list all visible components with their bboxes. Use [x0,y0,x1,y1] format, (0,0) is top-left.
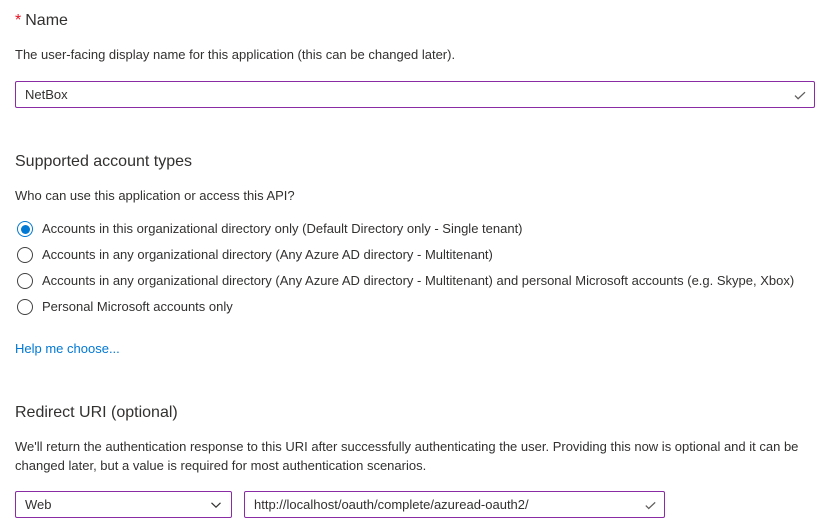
redirect-uri-section [15,402,815,518]
account-types-section [15,151,815,358]
account-type-radio-group [15,216,815,320]
account-type-option-label: Accounts in any organizational directory (Any Azure AD directory - Multitenant) and personal Microsoft accounts (e.g. Skype, Xbox) [42,273,795,288]
chevron-down-icon [209,498,223,512]
account-type-option-personal-only[interactable] [15,294,815,320]
radio-icon[interactable] [17,247,33,263]
name-title-text: Name [25,12,68,29]
radio-icon[interactable] [17,221,33,237]
account-type-option-multitenant[interactable] [15,242,815,268]
radio-icon[interactable] [17,299,33,315]
name-section [15,10,815,108]
platform-select-value: Web [25,497,52,512]
name-section-title [15,10,815,31]
account-type-option-label: Personal Microsoft accounts only [42,299,233,314]
redirect-uri-title: Redirect URI (optional) [15,404,178,421]
redirect-uri-field-wrap [244,491,665,518]
name-description: The user-facing display name for this application (this can be changed later). [15,47,456,62]
required-asterisk: * [15,12,22,29]
redirect-uri-description: We'll return the authentication response to this URI after successfully authenticating the user. Providing this now is optional and it can be changed later, but a value is required for most authentication scenarios. [15,439,799,473]
account-type-option-label: Accounts in this organizational directory only (Default Directory only - Single tenant) [42,221,523,236]
redirect-uri-input[interactable] [244,491,665,518]
name-field-wrap [15,81,815,108]
platform-select[interactable] [15,491,232,518]
radio-icon[interactable] [17,273,33,289]
account-type-option-single-tenant[interactable] [15,216,815,242]
account-types-title: Supported account types [15,153,193,170]
name-input[interactable] [15,81,815,108]
account-types-question: Who can use this application or access this API? [15,188,295,203]
redirect-uri-row [15,491,815,518]
account-type-option-multitenant-personal[interactable] [15,268,815,294]
help-me-choose-link[interactable]: Help me choose... [15,341,120,356]
account-type-option-label: Accounts in any organizational directory (Any Azure AD directory - Multitenant) [42,247,493,262]
